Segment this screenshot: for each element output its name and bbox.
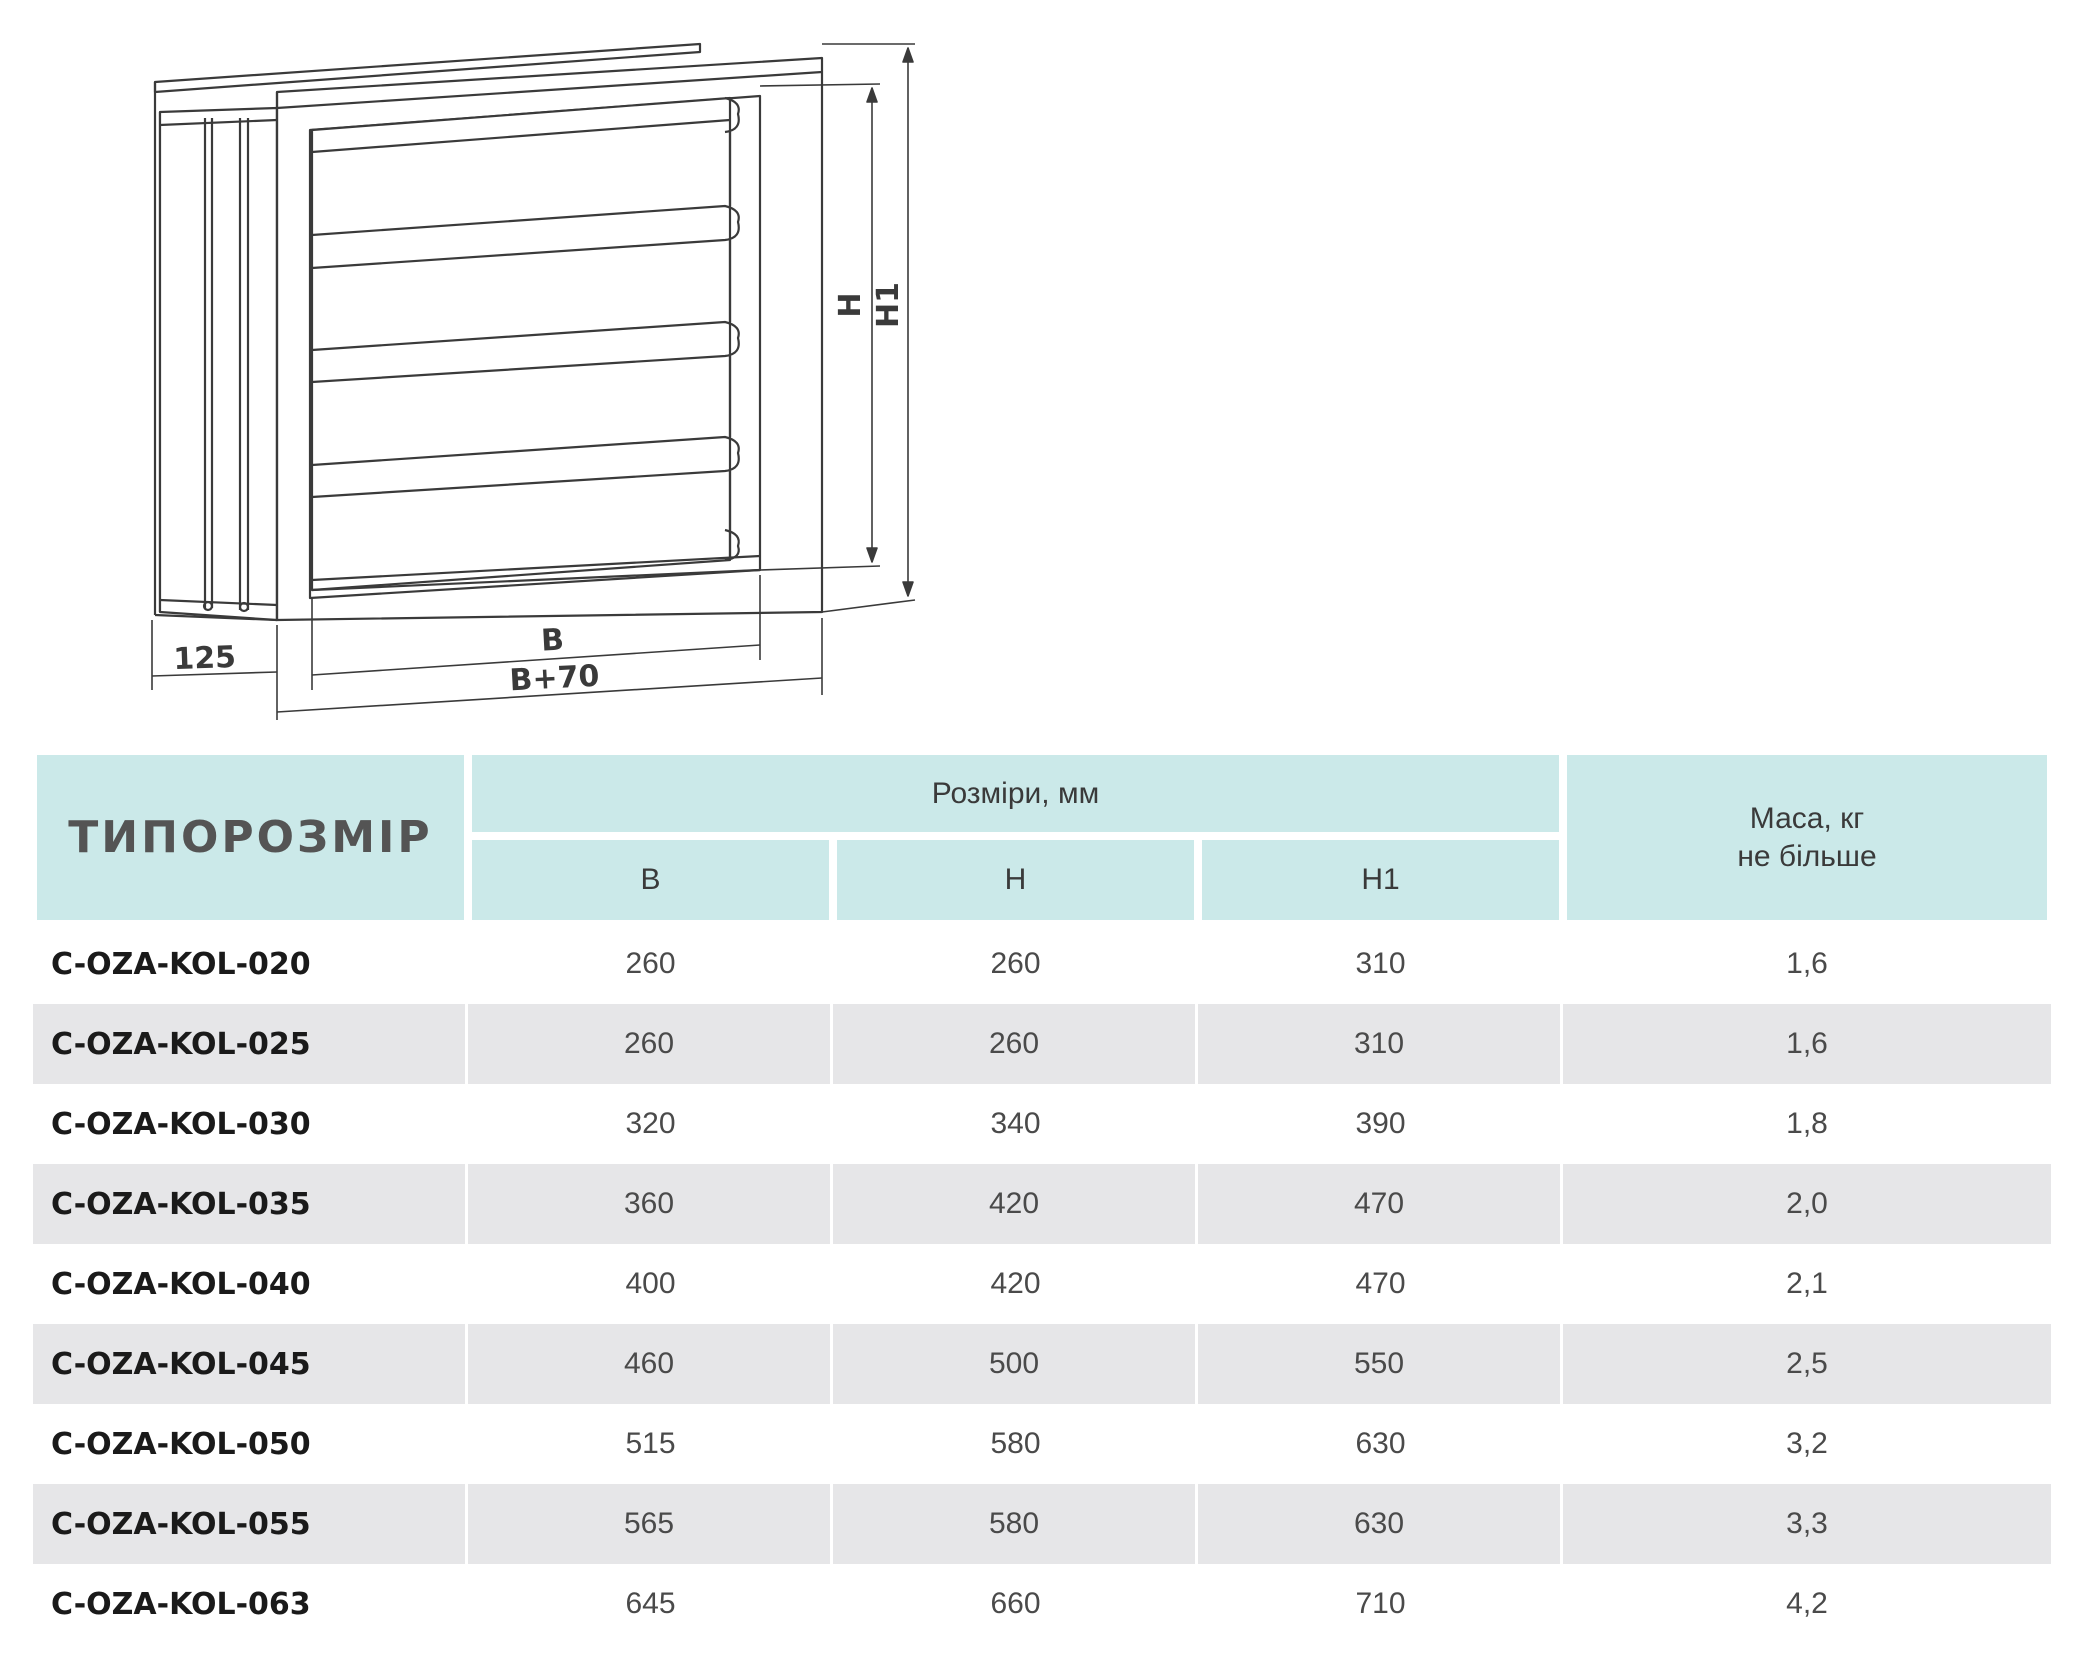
h1-cell: 550 xyxy=(1198,1324,1563,1404)
h-cell: 260 xyxy=(833,924,1198,1004)
model-cell: C-OZA-KOL-025 xyxy=(33,1004,468,1084)
table-row xyxy=(33,924,2051,1004)
table-row xyxy=(33,1484,2051,1564)
mass-cell: 2,1 xyxy=(1563,1244,2051,1324)
table-row xyxy=(33,1004,2051,1084)
dim-b70-label: B+70 xyxy=(508,658,601,699)
size-spec-table xyxy=(33,751,2051,1644)
mass-cell: 3,3 xyxy=(1563,1484,2051,1564)
col-h-header: H xyxy=(833,836,1198,924)
b-cell: 260 xyxy=(468,1004,833,1084)
table-row xyxy=(33,1324,2051,1404)
mass-cell: 2,0 xyxy=(1563,1164,2051,1244)
h-cell: 260 xyxy=(833,1004,1198,1084)
h-cell: 660 xyxy=(833,1564,1198,1644)
dim-h-label: H xyxy=(833,292,868,318)
model-cell: C-OZA-KOL-055 xyxy=(33,1484,468,1564)
dim-125-label: 125 xyxy=(172,639,237,678)
model-cell: C-OZA-KOL-063 xyxy=(33,1564,468,1644)
h1-cell: 310 xyxy=(1198,924,1563,1004)
h-cell: 420 xyxy=(833,1164,1198,1244)
b-cell: 460 xyxy=(468,1324,833,1404)
h1-cell: 390 xyxy=(1198,1084,1563,1164)
h-cell: 340 xyxy=(833,1084,1198,1164)
dimensions-header: Розміри, мм xyxy=(468,751,1563,836)
dim-b-label: B xyxy=(540,622,565,659)
b-cell: 360 xyxy=(468,1164,833,1244)
mass-header-line1: Маса, кг xyxy=(1749,801,1865,835)
dim-h1-label: H1 xyxy=(871,282,906,328)
b-cell: 515 xyxy=(468,1404,833,1484)
h-cell: 580 xyxy=(833,1404,1198,1484)
col-b-header: B xyxy=(468,836,833,924)
model-cell: C-OZA-KOL-040 xyxy=(33,1244,468,1324)
damper-body-side xyxy=(160,108,277,620)
b-cell: 260 xyxy=(468,924,833,1004)
table-row xyxy=(33,1244,2051,1324)
h1-cell: 470 xyxy=(1198,1244,1563,1324)
b-cell: 645 xyxy=(468,1564,833,1644)
mass-cell: 1,8 xyxy=(1563,1084,2051,1164)
table-row xyxy=(33,1404,2051,1484)
mass-header xyxy=(1563,751,2051,924)
mass-cell: 4,2 xyxy=(1563,1564,2051,1644)
mass-header-line2: не більше xyxy=(1737,839,1877,873)
h-cell: 420 xyxy=(833,1244,1198,1324)
mass-cell: 3,2 xyxy=(1563,1404,2051,1484)
table-row xyxy=(33,1164,2051,1244)
col-h1-header: H1 xyxy=(1198,836,1563,924)
model-cell: C-OZA-KOL-050 xyxy=(33,1404,468,1484)
size-header: ТИПОРОЗМІР xyxy=(33,751,468,924)
table-row xyxy=(33,1564,2051,1644)
h1-cell: 630 xyxy=(1198,1404,1563,1484)
h1-cell: 310 xyxy=(1198,1004,1563,1084)
model-cell: C-OZA-KOL-020 xyxy=(33,924,468,1004)
table-row xyxy=(33,1084,2051,1164)
h1-cell: 630 xyxy=(1198,1484,1563,1564)
h-cell: 500 xyxy=(833,1324,1198,1404)
h-cell: 580 xyxy=(833,1484,1198,1564)
model-cell: C-OZA-KOL-030 xyxy=(33,1084,468,1164)
mass-cell: 2,5 xyxy=(1563,1324,2051,1404)
model-cell: C-OZA-KOL-035 xyxy=(33,1164,468,1244)
b-cell: 400 xyxy=(468,1244,833,1324)
h1-cell: 470 xyxy=(1198,1164,1563,1244)
mass-cell: 1,6 xyxy=(1563,924,2051,1004)
mass-cell: 1,6 xyxy=(1563,1004,2051,1084)
model-cell: C-OZA-KOL-045 xyxy=(33,1324,468,1404)
damper-drawing xyxy=(0,0,2085,740)
b-cell: 565 xyxy=(468,1484,833,1564)
damper-blades xyxy=(312,98,760,590)
h1-cell: 710 xyxy=(1198,1564,1563,1644)
b-cell: 320 xyxy=(468,1084,833,1164)
